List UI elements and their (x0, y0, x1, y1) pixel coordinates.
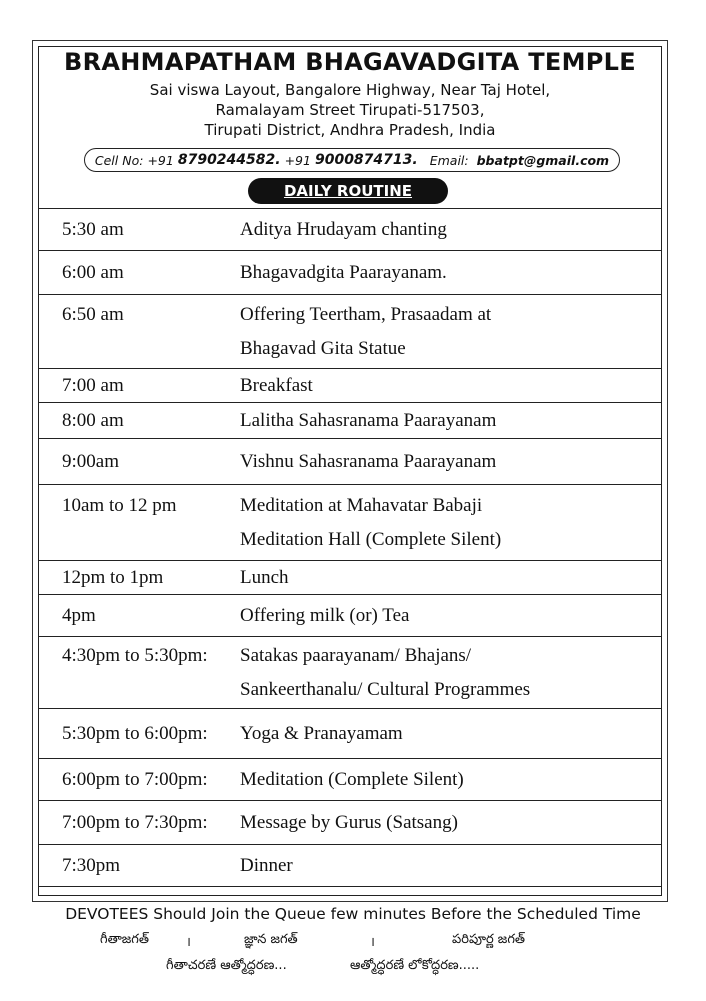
schedule-row (38, 845, 662, 887)
schedule-activity: Yoga & Pranayamam (240, 723, 403, 744)
phone-2[interactable]: 9000874713. (314, 152, 418, 168)
schedule-time: 7:30pm (62, 855, 121, 876)
contact-bar (84, 148, 620, 172)
schedule-time: 6:00pm to 7:00pm: (62, 769, 208, 790)
schedule-time: 10am to 12 pm (62, 495, 177, 516)
telugu-jnanajagat: జ్ఞాన జగత్ (244, 932, 298, 947)
schedule-time: 9:00am (62, 451, 119, 472)
schedule-time: 6:00 am (62, 262, 124, 283)
queue-notice: DEVOTEES Should Join the Queue few minutes Before the Scheduled Time (65, 905, 641, 923)
schedule-row (38, 295, 662, 369)
schedule-row (38, 561, 662, 595)
schedule-time: 8:00 am (62, 410, 124, 431)
schedule-row (38, 439, 662, 485)
schedule-row (38, 369, 662, 403)
schedule-activity: Breakfast (240, 375, 313, 396)
schedule-time: 5:30pm to 6:00pm: (62, 723, 208, 744)
email-label: Email: (429, 152, 469, 168)
schedule-activity: Aditya Hrudayam chanting (240, 219, 447, 240)
schedule-activity: Meditation (Complete Silent) (240, 769, 464, 790)
schedule-activity: Meditation at Mahavatar Babaji (240, 495, 483, 516)
schedule-activity: Dinner (240, 855, 293, 876)
schedule-row (38, 209, 662, 251)
schedule-activity: Vishnu Sahasranama Paarayanam (240, 451, 497, 472)
phone-1[interactable]: 8790244582. (177, 152, 281, 168)
schedule-activity: Satakas paarayanam/ Bhajans/ (240, 645, 472, 666)
schedule-row (38, 251, 662, 295)
schedule-time: 6:50 am (62, 304, 124, 325)
schedule-activity: Lunch (240, 567, 289, 588)
schedule-activity: Offering Teertham, Prasaadam at (240, 304, 492, 325)
temple-title: BRAHMAPATHAM BHAGAVADGITA TEMPLE (64, 48, 636, 76)
schedule-activity: Meditation Hall (Complete Silent) (240, 529, 502, 550)
schedule-time: 5:30 am (62, 219, 124, 240)
schedule-row (38, 801, 662, 845)
schedule-table (38, 208, 662, 887)
schedule-activity: Bhagavad Gita Statue (240, 338, 406, 359)
telugu-gitajagat: గీతాజగత్ (100, 932, 149, 947)
telugu-atmoddharane: ఆత్మోద్ధరణే లోకోద్ధరణ..... (350, 958, 480, 973)
schedule-activity: Offering milk (or) Tea (240, 605, 410, 626)
schedule-row (38, 709, 662, 759)
cell-label: Cell No: (94, 152, 144, 168)
telugu-separator-2: । (370, 935, 375, 950)
daily-routine-heading: DAILY ROUTINE (248, 178, 448, 204)
phone-prefix-1: +91 (147, 152, 174, 168)
schedule-time: 7:00 am (62, 375, 124, 396)
schedule-activity: Lalitha Sahasranama Paarayanam (240, 410, 497, 431)
address-line-3: Tirupati District, Andhra Pradesh, India (204, 121, 496, 139)
schedule-activity: Bhagavadgita Paarayanam. (240, 262, 447, 283)
telugu-separator-1: । (186, 935, 191, 950)
schedule-time: 12pm to 1pm (62, 567, 164, 588)
telugu-gitacharane: గీతాచరణే ఆత్మోద్ధరణ... (166, 958, 287, 973)
schedule-row (38, 637, 662, 709)
schedule-time: 4pm (62, 605, 96, 626)
address-line-2: Ramalayam Street Tirupati-517503, (215, 101, 485, 119)
phone-prefix-2: +91 (284, 152, 311, 168)
email-link[interactable]: bbatpt@gmail.com (476, 152, 610, 168)
schedule-time: 7:00pm to 7:30pm: (62, 812, 208, 833)
schedule-row (38, 403, 662, 439)
schedule-row (38, 759, 662, 801)
schedule-time: 4:30pm to 5:30pm: (62, 645, 208, 666)
address-line-1: Sai viswa Layout, Bangalore Highway, Near Taj Hotel, (149, 81, 551, 99)
schedule-activity: Message by Gurus (Satsang) (240, 812, 458, 833)
schedule-row (38, 595, 662, 637)
telugu-paripurnajagat: పరిపూర్ణ జగత్ (452, 932, 526, 947)
schedule-row (38, 485, 662, 561)
schedule-activity: Sankeerthanalu/ Cultural Programmes (240, 679, 531, 700)
